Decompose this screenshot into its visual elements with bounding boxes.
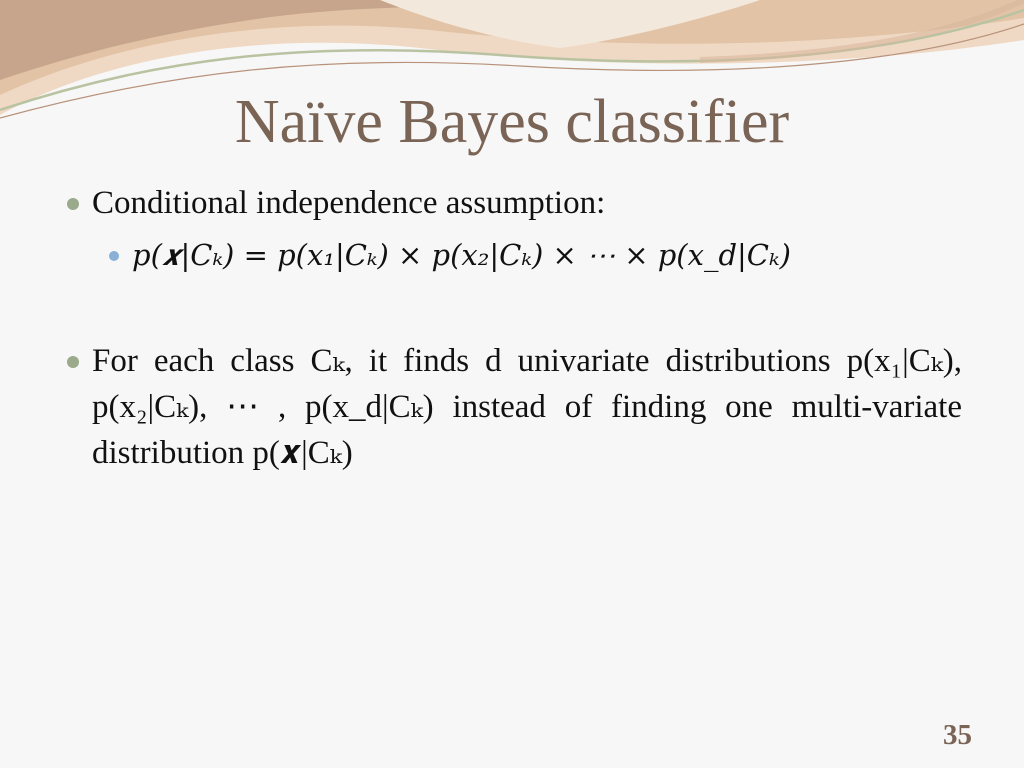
- bullet-item: [62, 338, 962, 476]
- equation: p(𝒙|Cₖ) = p(x₁|Cₖ) × p(x₂|Cₖ) × ⋯ × p(x_d|Cₖ): [132, 238, 791, 272]
- bullet-list: [62, 180, 962, 476]
- sub-bullet-item: [106, 232, 962, 278]
- page-number: 35: [943, 719, 972, 751]
- bullet-text: Conditional independence assumption:: [92, 185, 606, 221]
- bullet-item: [62, 180, 962, 226]
- bullet-dot-icon: [67, 198, 79, 210]
- bullet-text: For each class Cₖ, it finds d univariate distributions p(x₁|Cₖ), p(x₂|Cₖ), ⋯ , p(x_d|Cₖ) instead of finding one multi-variate distribution p(𝒙|Cₖ): [92, 343, 962, 471]
- slide-title: Naïve Bayes classifier: [234, 88, 790, 156]
- sub-bullet-dot-icon: [109, 251, 119, 261]
- bullet-dot-icon: [67, 356, 79, 368]
